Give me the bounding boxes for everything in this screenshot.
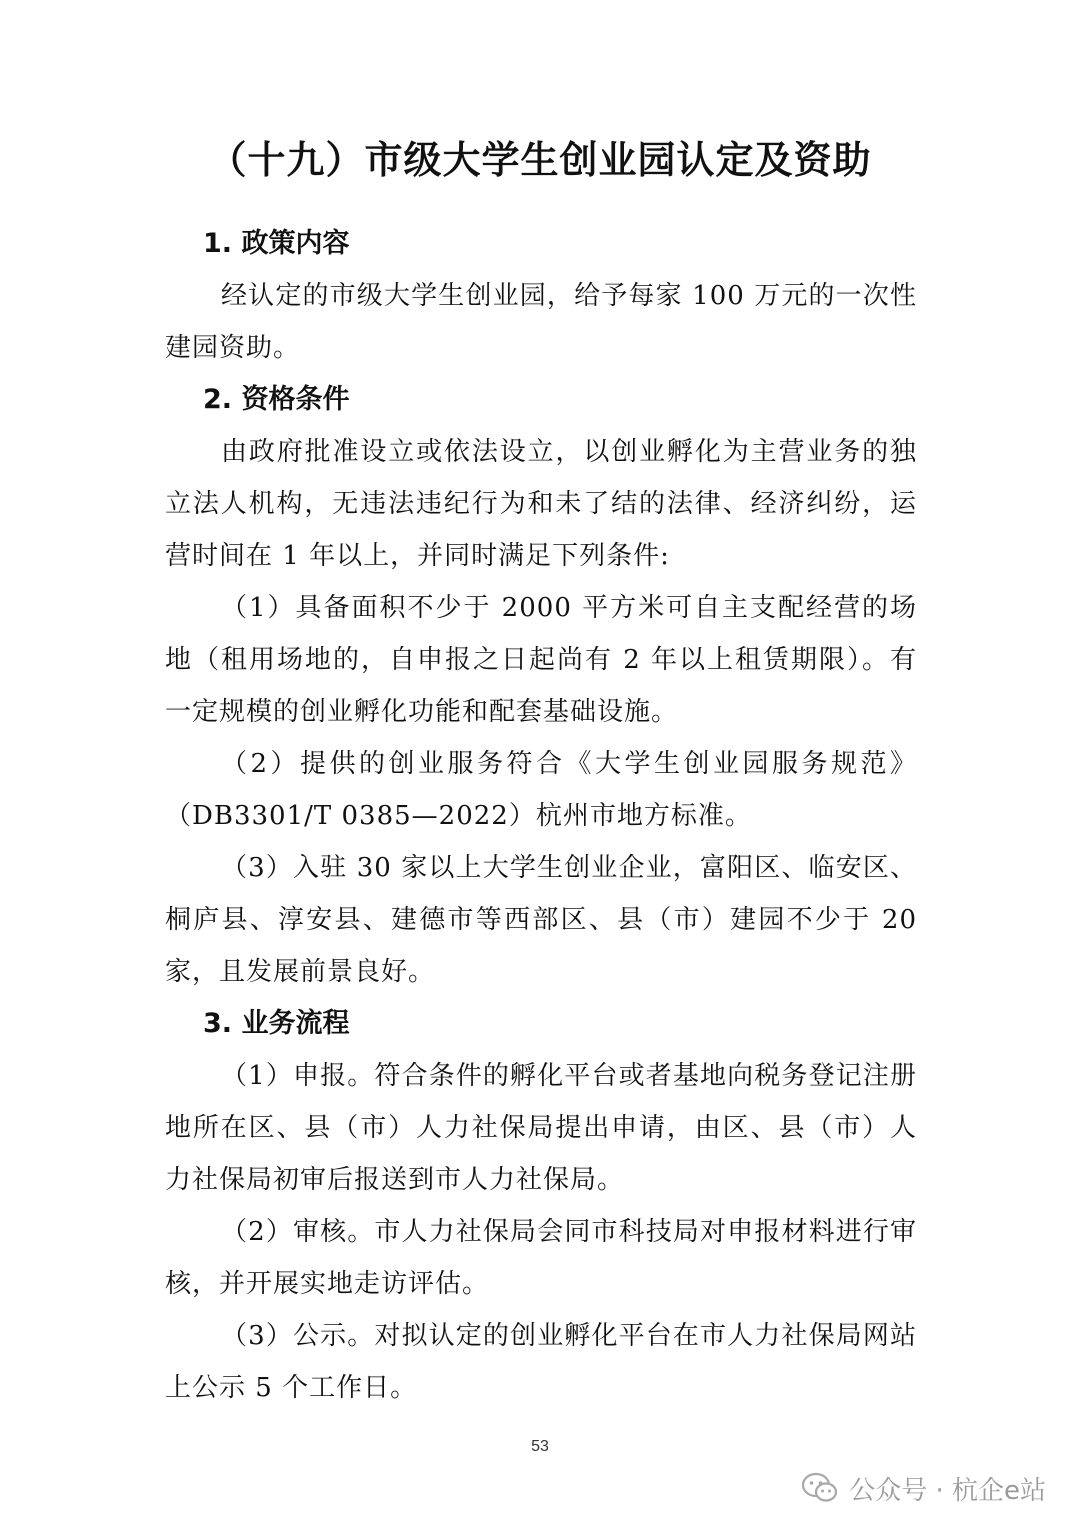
page-number: 53 [531,1438,549,1455]
section-policy-content [165,218,917,374]
paragraph: （1）申报。符合条件的孵化平台或者基地向税务登记注册地所在区、县（市）人力社保局提出申请，由区、县（市）人力社保局初审后报送到市人力社保局。 [165,1061,917,1195]
paragraph: （2）审核。市人力社保局会同市科技局对申报材料进行审核，并开展实地走访评估。 [165,1217,917,1299]
paragraph: 由政府批准设立或依法设立，以创业孵化为主营业务的独立法人机构，无违法违纪行为和未了结的法律、经济纠纷，运营时间在 1 年以上，并同时满足下列条件: [165,437,917,571]
section-qualifications [165,374,917,998]
document-title: （十九）市级大学生创业园认定及资助 [208,138,872,182]
paragraph: 经认定的市级大学生创业园，给予每家 100 万元的一次性建园资助。 [165,281,917,363]
paragraph: （3）入驻 30 家以上大学生创业企业，富阳区、临安区、桐庐县、淳安县、建德市等西部区、县（市）建园不少于 20 家，且发展前景良好。 [165,853,917,987]
section-heading: 3. 业务流程 [203,1008,350,1039]
document-body [165,218,917,1414]
wechat-official-account-icon [801,1472,839,1504]
paragraph: （3）公示。对拟认定的创业孵化平台在市人力社保局网站上公示 5 个工作日。 [165,1321,917,1403]
section-heading: 2. 资格条件 [203,384,350,415]
paragraph: （1）具备面积不少于 2000 平方米可自主支配经营的场地（租用场地的，自申报之日起尚有 2 年以上租赁期限）。有一定规模的创业孵化功能和配套基础设施。 [165,593,917,727]
paragraph: （2）提供的创业服务符合《大学生创业园服务规范》（DB3301/T 0385—2022）杭州市地方标准。 [165,749,917,831]
section-heading: 1. 政策内容 [203,228,350,259]
watermark-text: 公众号 · 杭企e站 [849,1475,1046,1506]
section-business-process [165,998,917,1414]
watermark [801,1468,1046,1508]
